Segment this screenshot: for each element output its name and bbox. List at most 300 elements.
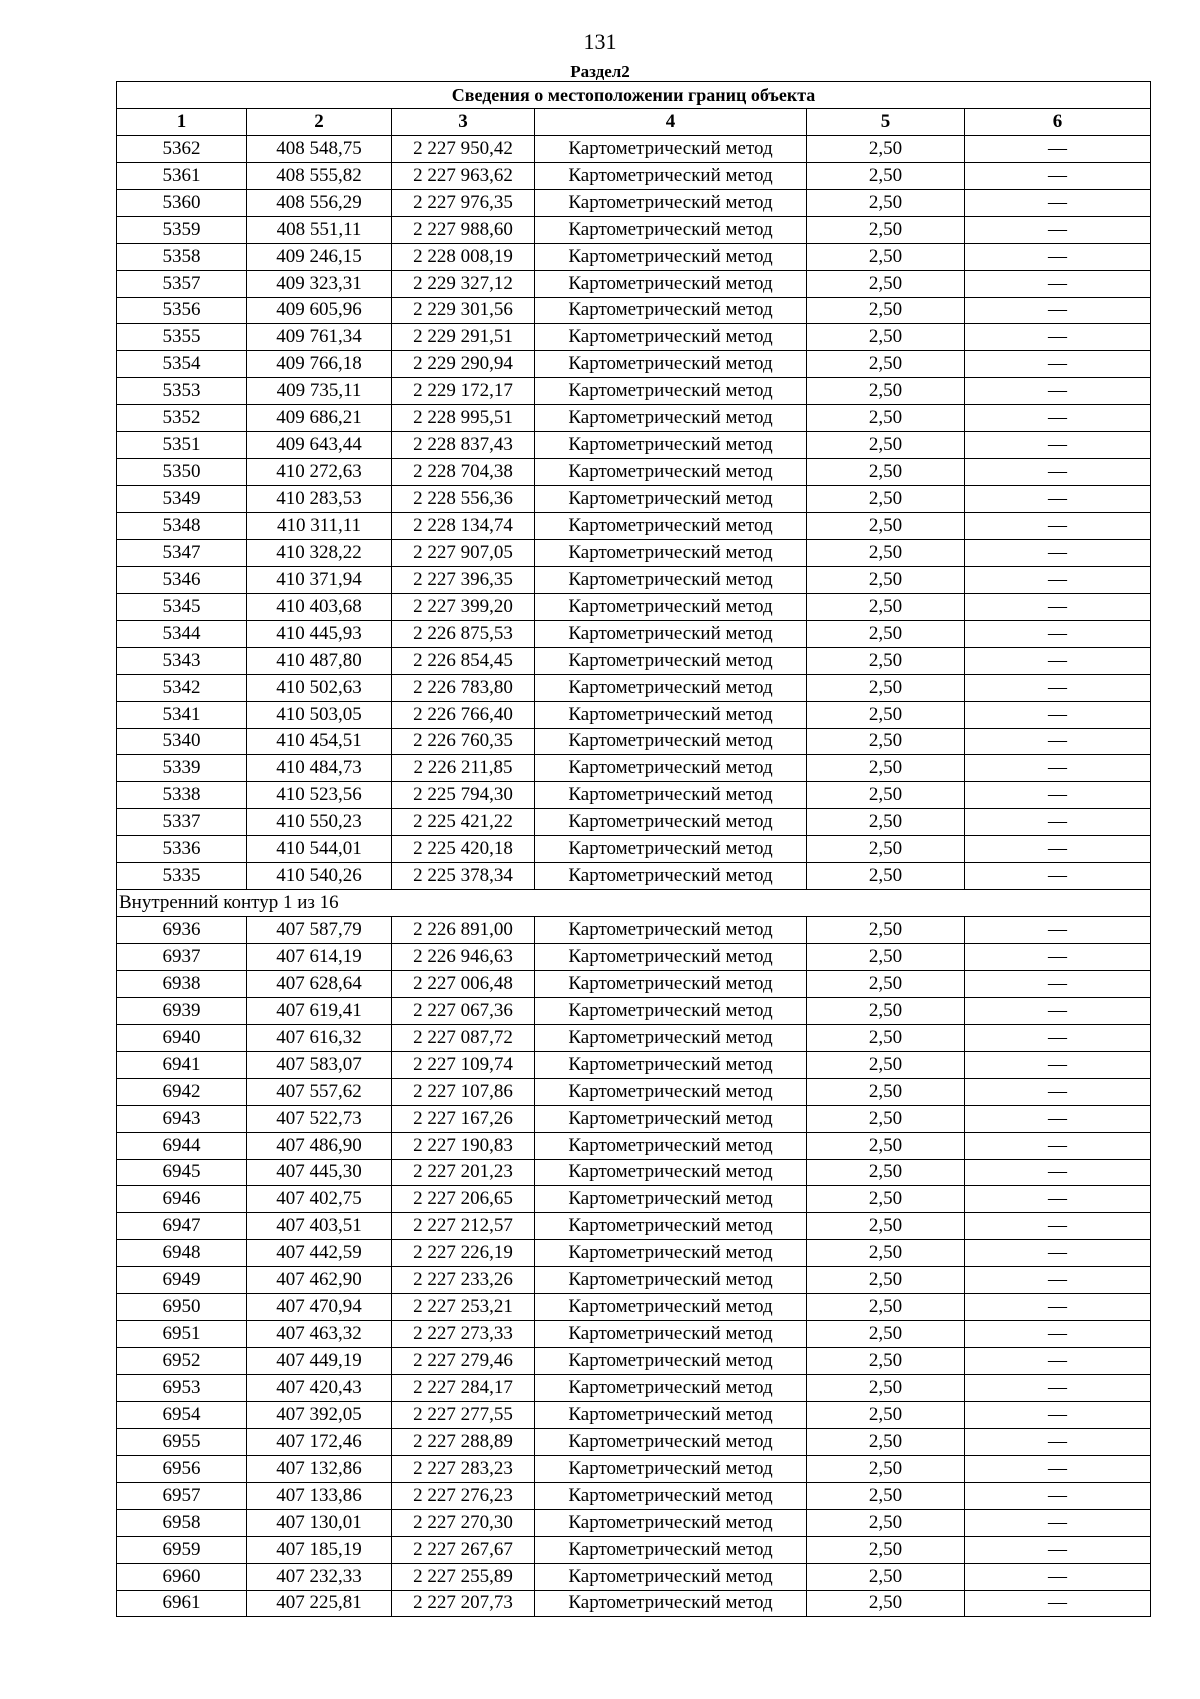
- method-cell: Картометрический метод: [535, 432, 807, 459]
- x-coordinate-cell: 407 522,73: [247, 1105, 392, 1132]
- point-number-cell: 6940: [117, 1024, 247, 1051]
- point-number-cell: 6948: [117, 1240, 247, 1267]
- y-coordinate-cell: 2 227 109,74: [392, 1051, 535, 1078]
- description-cell: —: [965, 513, 1151, 540]
- table-row: [117, 135, 1151, 162]
- accuracy-cell: 2,50: [807, 674, 965, 701]
- y-coordinate-cell: 2 226 211,85: [392, 755, 535, 782]
- point-number-cell: 5358: [117, 243, 247, 270]
- table-row: [117, 1294, 1151, 1321]
- y-coordinate-cell: 2 227 288,89: [392, 1428, 535, 1455]
- point-number-cell: 6952: [117, 1348, 247, 1375]
- x-coordinate-cell: 407 225,81: [247, 1590, 392, 1617]
- y-coordinate-cell: 2 225 794,30: [392, 782, 535, 809]
- description-cell: —: [965, 566, 1151, 593]
- method-cell: Картометрический метод: [535, 378, 807, 405]
- accuracy-cell: 2,50: [807, 270, 965, 297]
- table-row: [117, 917, 1151, 944]
- y-coordinate-cell: 2 227 207,73: [392, 1590, 535, 1617]
- table-row: [117, 1078, 1151, 1105]
- x-coordinate-cell: 407 557,62: [247, 1078, 392, 1105]
- description-cell: —: [965, 1321, 1151, 1348]
- table-row: [117, 1132, 1151, 1159]
- x-coordinate-cell: 407 232,33: [247, 1563, 392, 1590]
- table-row: [117, 647, 1151, 674]
- description-cell: —: [965, 1051, 1151, 1078]
- description-cell: —: [965, 674, 1151, 701]
- x-coordinate-cell: 407 616,32: [247, 1024, 392, 1051]
- table-row: [117, 1024, 1151, 1051]
- accuracy-cell: 2,50: [807, 1321, 965, 1348]
- x-coordinate-cell: 409 686,21: [247, 405, 392, 432]
- y-coordinate-cell: 2 228 837,43: [392, 432, 535, 459]
- table-row: [117, 378, 1151, 405]
- point-number-cell: 6957: [117, 1482, 247, 1509]
- y-coordinate-cell: 2 226 946,63: [392, 944, 535, 971]
- table-row: [117, 620, 1151, 647]
- x-coordinate-cell: 410 403,68: [247, 593, 392, 620]
- point-number-cell: 6949: [117, 1267, 247, 1294]
- x-coordinate-cell: 410 328,22: [247, 539, 392, 566]
- table-caption: Сведения о местоположении границ объекта: [117, 82, 1151, 109]
- method-cell: Картометрический метод: [535, 970, 807, 997]
- method-cell: Картометрический метод: [535, 1455, 807, 1482]
- description-cell: —: [965, 970, 1151, 997]
- method-cell: Картометрический метод: [535, 1078, 807, 1105]
- point-number-cell: 5354: [117, 351, 247, 378]
- accuracy-cell: 2,50: [807, 405, 965, 432]
- x-coordinate-cell: 407 587,79: [247, 917, 392, 944]
- x-coordinate-cell: 410 272,63: [247, 459, 392, 486]
- description-cell: —: [965, 1455, 1151, 1482]
- x-coordinate-cell: 407 470,94: [247, 1294, 392, 1321]
- description-cell: —: [965, 378, 1151, 405]
- x-coordinate-cell: 410 540,26: [247, 863, 392, 890]
- description-cell: —: [965, 1563, 1151, 1590]
- method-cell: Картометрический метод: [535, 1536, 807, 1563]
- y-coordinate-cell: 2 228 995,51: [392, 405, 535, 432]
- y-coordinate-cell: 2 226 760,35: [392, 728, 535, 755]
- method-cell: Картометрический метод: [535, 917, 807, 944]
- description-cell: —: [965, 243, 1151, 270]
- x-coordinate-cell: 407 583,07: [247, 1051, 392, 1078]
- x-coordinate-cell: 407 130,01: [247, 1509, 392, 1536]
- point-number-cell: 6942: [117, 1078, 247, 1105]
- description-cell: —: [965, 809, 1151, 836]
- x-coordinate-cell: 409 761,34: [247, 324, 392, 351]
- method-cell: Картометрический метод: [535, 674, 807, 701]
- table-row: [117, 728, 1151, 755]
- x-coordinate-cell: 407 402,75: [247, 1186, 392, 1213]
- accuracy-cell: 2,50: [807, 324, 965, 351]
- point-number-cell: 5353: [117, 378, 247, 405]
- method-cell: Картометрический метод: [535, 944, 807, 971]
- method-cell: Картометрический метод: [535, 1428, 807, 1455]
- y-coordinate-cell: 2 225 378,34: [392, 863, 535, 890]
- method-cell: Картометрический метод: [535, 405, 807, 432]
- table-row: [117, 405, 1151, 432]
- point-number-cell: 6944: [117, 1132, 247, 1159]
- method-cell: Картометрический метод: [535, 1590, 807, 1617]
- accuracy-cell: 2,50: [807, 809, 965, 836]
- accuracy-cell: 2,50: [807, 378, 965, 405]
- page-number: 131: [583, 29, 617, 54]
- y-coordinate-cell: 2 227 399,20: [392, 593, 535, 620]
- description-cell: —: [965, 1186, 1151, 1213]
- description-cell: —: [965, 1401, 1151, 1428]
- description-cell: —: [965, 539, 1151, 566]
- point-number-cell: 5349: [117, 486, 247, 513]
- method-cell: Картометрический метод: [535, 755, 807, 782]
- y-coordinate-cell: 2 229 301,56: [392, 297, 535, 324]
- description-cell: —: [965, 836, 1151, 863]
- table-row: [117, 1159, 1151, 1186]
- point-number-cell: 5335: [117, 863, 247, 890]
- accuracy-cell: 2,50: [807, 1267, 965, 1294]
- point-number-cell: 6943: [117, 1105, 247, 1132]
- table-row: [117, 755, 1151, 782]
- y-coordinate-cell: 2 227 907,05: [392, 539, 535, 566]
- y-coordinate-cell: 2 225 420,18: [392, 836, 535, 863]
- table-row: [117, 1482, 1151, 1509]
- method-cell: Картометрический метод: [535, 1401, 807, 1428]
- method-cell: Картометрический метод: [535, 243, 807, 270]
- y-coordinate-cell: 2 227 107,86: [392, 1078, 535, 1105]
- accuracy-cell: 2,50: [807, 997, 965, 1024]
- y-coordinate-cell: 2 227 087,72: [392, 1024, 535, 1051]
- method-cell: Картометрический метод: [535, 1213, 807, 1240]
- table-row: [117, 701, 1151, 728]
- method-cell: Картометрический метод: [535, 728, 807, 755]
- contour-group-row: [117, 890, 1151, 917]
- description-cell: —: [965, 324, 1151, 351]
- accuracy-cell: 2,50: [807, 216, 965, 243]
- description-cell: —: [965, 486, 1151, 513]
- table-row: [117, 566, 1151, 593]
- y-coordinate-cell: 2 228 556,36: [392, 486, 535, 513]
- description-cell: —: [965, 755, 1151, 782]
- accuracy-cell: 2,50: [807, 1428, 965, 1455]
- accuracy-cell: 2,50: [807, 1509, 965, 1536]
- description-cell: —: [965, 1159, 1151, 1186]
- method-cell: Картометрический метод: [535, 1321, 807, 1348]
- accuracy-cell: 2,50: [807, 647, 965, 674]
- accuracy-cell: 2,50: [807, 1590, 965, 1617]
- x-coordinate-cell: 407 449,19: [247, 1348, 392, 1375]
- accuracy-cell: 2,50: [807, 1186, 965, 1213]
- table-row: [117, 782, 1151, 809]
- y-coordinate-cell: 2 227 201,23: [392, 1159, 535, 1186]
- point-number-cell: 5345: [117, 593, 247, 620]
- x-coordinate-cell: 407 628,64: [247, 970, 392, 997]
- description-cell: —: [965, 1428, 1151, 1455]
- method-cell: Картометрический метод: [535, 459, 807, 486]
- accuracy-cell: 2,50: [807, 566, 965, 593]
- table-row: [117, 297, 1151, 324]
- table-row: [117, 1563, 1151, 1590]
- description-cell: —: [965, 1294, 1151, 1321]
- accuracy-cell: 2,50: [807, 863, 965, 890]
- table-row: [117, 1213, 1151, 1240]
- y-coordinate-cell: 2 228 134,74: [392, 513, 535, 540]
- point-number-cell: 5347: [117, 539, 247, 566]
- method-cell: Картометрический метод: [535, 270, 807, 297]
- x-coordinate-cell: 407 185,19: [247, 1536, 392, 1563]
- point-number-cell: 5337: [117, 809, 247, 836]
- y-coordinate-cell: 2 229 172,17: [392, 378, 535, 405]
- point-number-cell: 5341: [117, 701, 247, 728]
- y-coordinate-cell: 2 227 976,35: [392, 189, 535, 216]
- method-cell: Картометрический метод: [535, 1186, 807, 1213]
- point-number-cell: 5348: [117, 513, 247, 540]
- description-cell: —: [965, 1509, 1151, 1536]
- description-cell: —: [965, 216, 1151, 243]
- x-coordinate-cell: 410 484,73: [247, 755, 392, 782]
- table-header-row: [117, 108, 1151, 135]
- description-cell: —: [965, 728, 1151, 755]
- y-coordinate-cell: 2 227 167,26: [392, 1105, 535, 1132]
- table-row: [117, 486, 1151, 513]
- table-row: [117, 944, 1151, 971]
- description-cell: —: [965, 593, 1151, 620]
- x-coordinate-cell: 410 454,51: [247, 728, 392, 755]
- accuracy-cell: 2,50: [807, 1455, 965, 1482]
- table-row: [117, 243, 1151, 270]
- x-coordinate-cell: 410 311,11: [247, 513, 392, 540]
- y-coordinate-cell: 2 229 290,94: [392, 351, 535, 378]
- accuracy-cell: 2,50: [807, 782, 965, 809]
- point-number-cell: 6961: [117, 1590, 247, 1617]
- point-number-cell: 5357: [117, 270, 247, 297]
- x-coordinate-cell: 410 550,23: [247, 809, 392, 836]
- x-coordinate-cell: 410 371,94: [247, 566, 392, 593]
- point-number-cell: 6936: [117, 917, 247, 944]
- description-cell: —: [965, 432, 1151, 459]
- description-cell: —: [965, 863, 1151, 890]
- point-number-cell: 6959: [117, 1536, 247, 1563]
- point-number-cell: 5362: [117, 135, 247, 162]
- table-row: [117, 1186, 1151, 1213]
- description-cell: —: [965, 647, 1151, 674]
- accuracy-cell: 2,50: [807, 1348, 965, 1375]
- method-cell: Картометрический метод: [535, 189, 807, 216]
- column-header: 1: [117, 108, 247, 135]
- table-row: [117, 997, 1151, 1024]
- table-row: [117, 539, 1151, 566]
- y-coordinate-cell: 2 226 891,00: [392, 917, 535, 944]
- column-header: 3: [392, 108, 535, 135]
- method-cell: Картометрический метод: [535, 701, 807, 728]
- point-number-cell: 6938: [117, 970, 247, 997]
- x-coordinate-cell: 409 246,15: [247, 243, 392, 270]
- x-coordinate-cell: 410 487,80: [247, 647, 392, 674]
- accuracy-cell: 2,50: [807, 1375, 965, 1402]
- y-coordinate-cell: 2 227 963,62: [392, 162, 535, 189]
- y-coordinate-cell: 2 226 854,45: [392, 647, 535, 674]
- point-number-cell: 5342: [117, 674, 247, 701]
- description-cell: —: [965, 297, 1151, 324]
- description-cell: —: [965, 1536, 1151, 1563]
- point-number-cell: 5338: [117, 782, 247, 809]
- y-coordinate-cell: 2 227 283,23: [392, 1455, 535, 1482]
- method-cell: Картометрический метод: [535, 782, 807, 809]
- method-cell: Картометрический метод: [535, 593, 807, 620]
- x-coordinate-cell: 407 132,86: [247, 1455, 392, 1482]
- method-cell: Картометрический метод: [535, 647, 807, 674]
- accuracy-cell: 2,50: [807, 1401, 965, 1428]
- description-cell: —: [965, 944, 1151, 971]
- y-coordinate-cell: 2 227 396,35: [392, 566, 535, 593]
- description-cell: —: [965, 1375, 1151, 1402]
- method-cell: Картометрический метод: [535, 1348, 807, 1375]
- description-cell: —: [965, 620, 1151, 647]
- point-number-cell: 5350: [117, 459, 247, 486]
- point-number-cell: 6946: [117, 1186, 247, 1213]
- coordinates-table: [116, 81, 1151, 1617]
- method-cell: Картометрический метод: [535, 513, 807, 540]
- method-cell: Картометрический метод: [535, 486, 807, 513]
- y-coordinate-cell: 2 227 006,48: [392, 970, 535, 997]
- table-row: [117, 1590, 1151, 1617]
- x-coordinate-cell: 410 503,05: [247, 701, 392, 728]
- description-cell: —: [965, 782, 1151, 809]
- description-cell: —: [965, 1590, 1151, 1617]
- table-row: [117, 1051, 1151, 1078]
- y-coordinate-cell: 2 227 206,65: [392, 1186, 535, 1213]
- accuracy-cell: 2,50: [807, 620, 965, 647]
- point-number-cell: 5340: [117, 728, 247, 755]
- point-number-cell: 6951: [117, 1321, 247, 1348]
- accuracy-cell: 2,50: [807, 755, 965, 782]
- method-cell: Картометрический метод: [535, 1294, 807, 1321]
- method-cell: Картометрический метод: [535, 216, 807, 243]
- point-number-cell: 5343: [117, 647, 247, 674]
- table-row: [117, 593, 1151, 620]
- point-number-cell: 5360: [117, 189, 247, 216]
- description-cell: —: [965, 351, 1151, 378]
- table-row: [117, 836, 1151, 863]
- y-coordinate-cell: 2 226 766,40: [392, 701, 535, 728]
- method-cell: Картометрический метод: [535, 1482, 807, 1509]
- accuracy-cell: 2,50: [807, 539, 965, 566]
- y-coordinate-cell: 2 229 327,12: [392, 270, 535, 297]
- description-cell: —: [965, 1024, 1151, 1051]
- accuracy-cell: 2,50: [807, 836, 965, 863]
- accuracy-cell: 2,50: [807, 162, 965, 189]
- y-coordinate-cell: 2 227 233,26: [392, 1267, 535, 1294]
- point-number-cell: 6947: [117, 1213, 247, 1240]
- accuracy-cell: 2,50: [807, 243, 965, 270]
- table-row: [117, 162, 1151, 189]
- y-coordinate-cell: 2 225 421,22: [392, 809, 535, 836]
- table-row: [117, 1509, 1151, 1536]
- point-number-cell: 6950: [117, 1294, 247, 1321]
- section-title: Раздел2: [570, 62, 630, 81]
- accuracy-cell: 2,50: [807, 917, 965, 944]
- point-number-cell: 5355: [117, 324, 247, 351]
- point-number-cell: 6960: [117, 1563, 247, 1590]
- accuracy-cell: 2,50: [807, 459, 965, 486]
- method-cell: Картометрический метод: [535, 351, 807, 378]
- x-coordinate-cell: 407 619,41: [247, 997, 392, 1024]
- point-number-cell: 6958: [117, 1509, 247, 1536]
- method-cell: Картометрический метод: [535, 1375, 807, 1402]
- accuracy-cell: 2,50: [807, 1078, 965, 1105]
- table-row: [117, 189, 1151, 216]
- table-row: [117, 1348, 1151, 1375]
- column-header: 4: [535, 108, 807, 135]
- y-coordinate-cell: 2 227 988,60: [392, 216, 535, 243]
- description-cell: —: [965, 1078, 1151, 1105]
- y-coordinate-cell: 2 227 190,83: [392, 1132, 535, 1159]
- method-cell: Картометрический метод: [535, 620, 807, 647]
- y-coordinate-cell: 2 227 267,67: [392, 1536, 535, 1563]
- x-coordinate-cell: 407 445,30: [247, 1159, 392, 1186]
- x-coordinate-cell: 410 502,63: [247, 674, 392, 701]
- accuracy-cell: 2,50: [807, 944, 965, 971]
- x-coordinate-cell: 409 766,18: [247, 351, 392, 378]
- y-coordinate-cell: 2 227 270,30: [392, 1509, 535, 1536]
- method-cell: Картометрический метод: [535, 1024, 807, 1051]
- accuracy-cell: 2,50: [807, 1563, 965, 1590]
- y-coordinate-cell: 2 227 950,42: [392, 135, 535, 162]
- method-cell: Картометрический метод: [535, 997, 807, 1024]
- column-header: 5: [807, 108, 965, 135]
- point-number-cell: 5346: [117, 566, 247, 593]
- accuracy-cell: 2,50: [807, 1132, 965, 1159]
- table-row: [117, 432, 1151, 459]
- method-cell: Картометрический метод: [535, 809, 807, 836]
- point-number-cell: 5356: [117, 297, 247, 324]
- table-row: [117, 970, 1151, 997]
- method-cell: Картометрический метод: [535, 162, 807, 189]
- point-number-cell: 6955: [117, 1428, 247, 1455]
- table-caption-row: [117, 82, 1151, 109]
- accuracy-cell: 2,50: [807, 189, 965, 216]
- accuracy-cell: 2,50: [807, 728, 965, 755]
- description-cell: —: [965, 997, 1151, 1024]
- accuracy-cell: 2,50: [807, 593, 965, 620]
- description-cell: —: [965, 405, 1151, 432]
- description-cell: —: [965, 1240, 1151, 1267]
- point-number-cell: 6953: [117, 1375, 247, 1402]
- table-row: [117, 459, 1151, 486]
- description-cell: —: [965, 701, 1151, 728]
- method-cell: Картометрический метод: [535, 1509, 807, 1536]
- y-coordinate-cell: 2 228 704,38: [392, 459, 535, 486]
- x-coordinate-cell: 408 555,82: [247, 162, 392, 189]
- point-number-cell: 5361: [117, 162, 247, 189]
- x-coordinate-cell: 407 172,46: [247, 1428, 392, 1455]
- table-row: [117, 1455, 1151, 1482]
- y-coordinate-cell: 2 227 067,36: [392, 997, 535, 1024]
- point-number-cell: 6939: [117, 997, 247, 1024]
- method-cell: Картометрический метод: [535, 1563, 807, 1590]
- x-coordinate-cell: 407 463,32: [247, 1321, 392, 1348]
- point-number-cell: 5339: [117, 755, 247, 782]
- accuracy-cell: 2,50: [807, 701, 965, 728]
- x-coordinate-cell: 407 420,43: [247, 1375, 392, 1402]
- point-number-cell: 6945: [117, 1159, 247, 1186]
- method-cell: Картометрический метод: [535, 863, 807, 890]
- point-number-cell: 6937: [117, 944, 247, 971]
- accuracy-cell: 2,50: [807, 1024, 965, 1051]
- accuracy-cell: 2,50: [807, 432, 965, 459]
- accuracy-cell: 2,50: [807, 1159, 965, 1186]
- x-coordinate-cell: 410 523,56: [247, 782, 392, 809]
- description-cell: —: [965, 1213, 1151, 1240]
- accuracy-cell: 2,50: [807, 135, 965, 162]
